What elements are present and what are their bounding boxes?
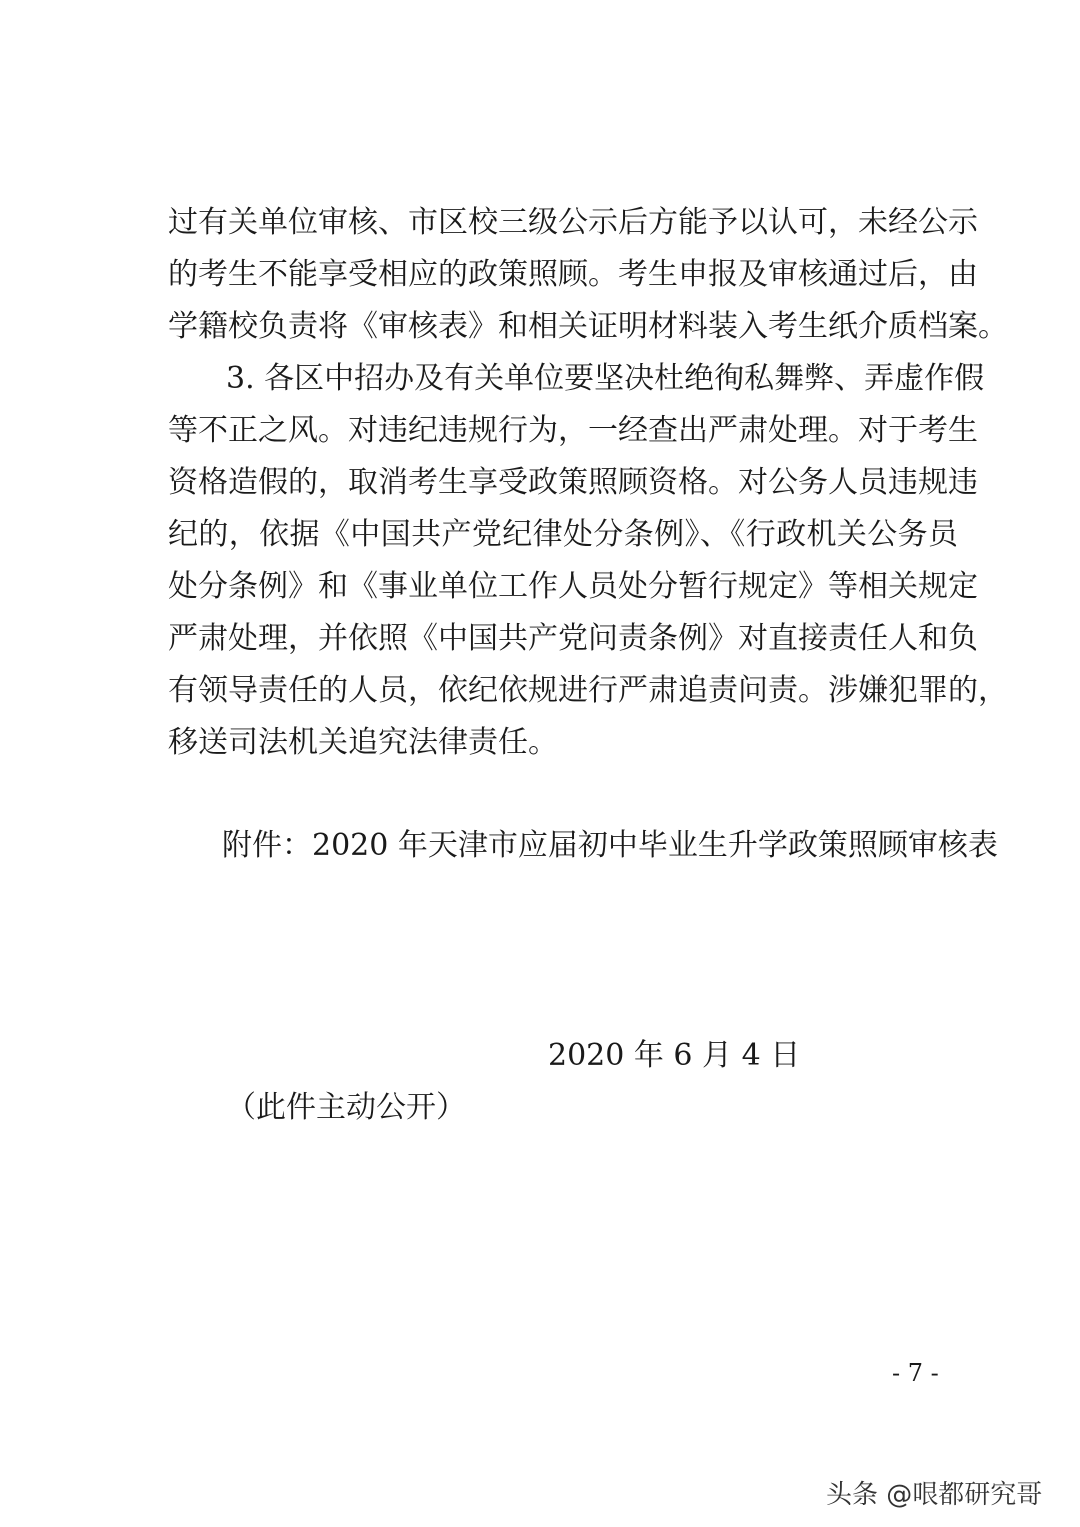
document-date: 2020 年 6 月 4 日: [548, 1038, 801, 1073]
paragraph-line: 严肃处理，并依照《中国共产党问责条例》对直接责任人和负: [168, 621, 978, 656]
paragraph-line: 过有关单位审核、市区校三级公示后方能予以认可，未经公示: [168, 205, 978, 240]
paragraph-line: 纪的，依据《中国共产党纪律处分条例》、《行政机关公务员: [168, 517, 958, 552]
watermark-text: 头条 @哏都研究哥: [826, 1480, 1043, 1510]
paragraph-line: 3. 各区中招办及有关单位要坚决杜绝徇私舞弊、弄虚作假: [226, 361, 985, 396]
paragraph-line: 移送司法机关追究法律责任。: [168, 725, 558, 760]
paragraph-line: 有领导责任的人员，依纪依规进行严肃追责问责。涉嫌犯罪的，: [168, 673, 1008, 708]
paragraph-line: 资格造假的，取消考生享受政策照顾资格。对公务人员违规违: [168, 465, 978, 500]
paragraph-line: 学籍校负责将《审核表》和相关证明材料装入考生纸介质档案。: [168, 309, 1008, 344]
paragraph-line: 的考生不能享受相应的政策照顾。考生申报及审核通过后，由: [168, 257, 978, 292]
public-note: （此件主动公开）: [226, 1090, 466, 1125]
page-number: - 7 -: [892, 1359, 939, 1387]
paragraph-line: 等不正之风。对违纪违规行为，一经查出严肃处理。对于考生: [168, 413, 978, 448]
paragraph-line: 处分条例》和《事业单位工作人员处分暂行规定》等相关规定: [168, 569, 978, 604]
attachment-line: 附件：2020 年天津市应届初中毕业生升学政策照顾审核表: [222, 828, 998, 863]
